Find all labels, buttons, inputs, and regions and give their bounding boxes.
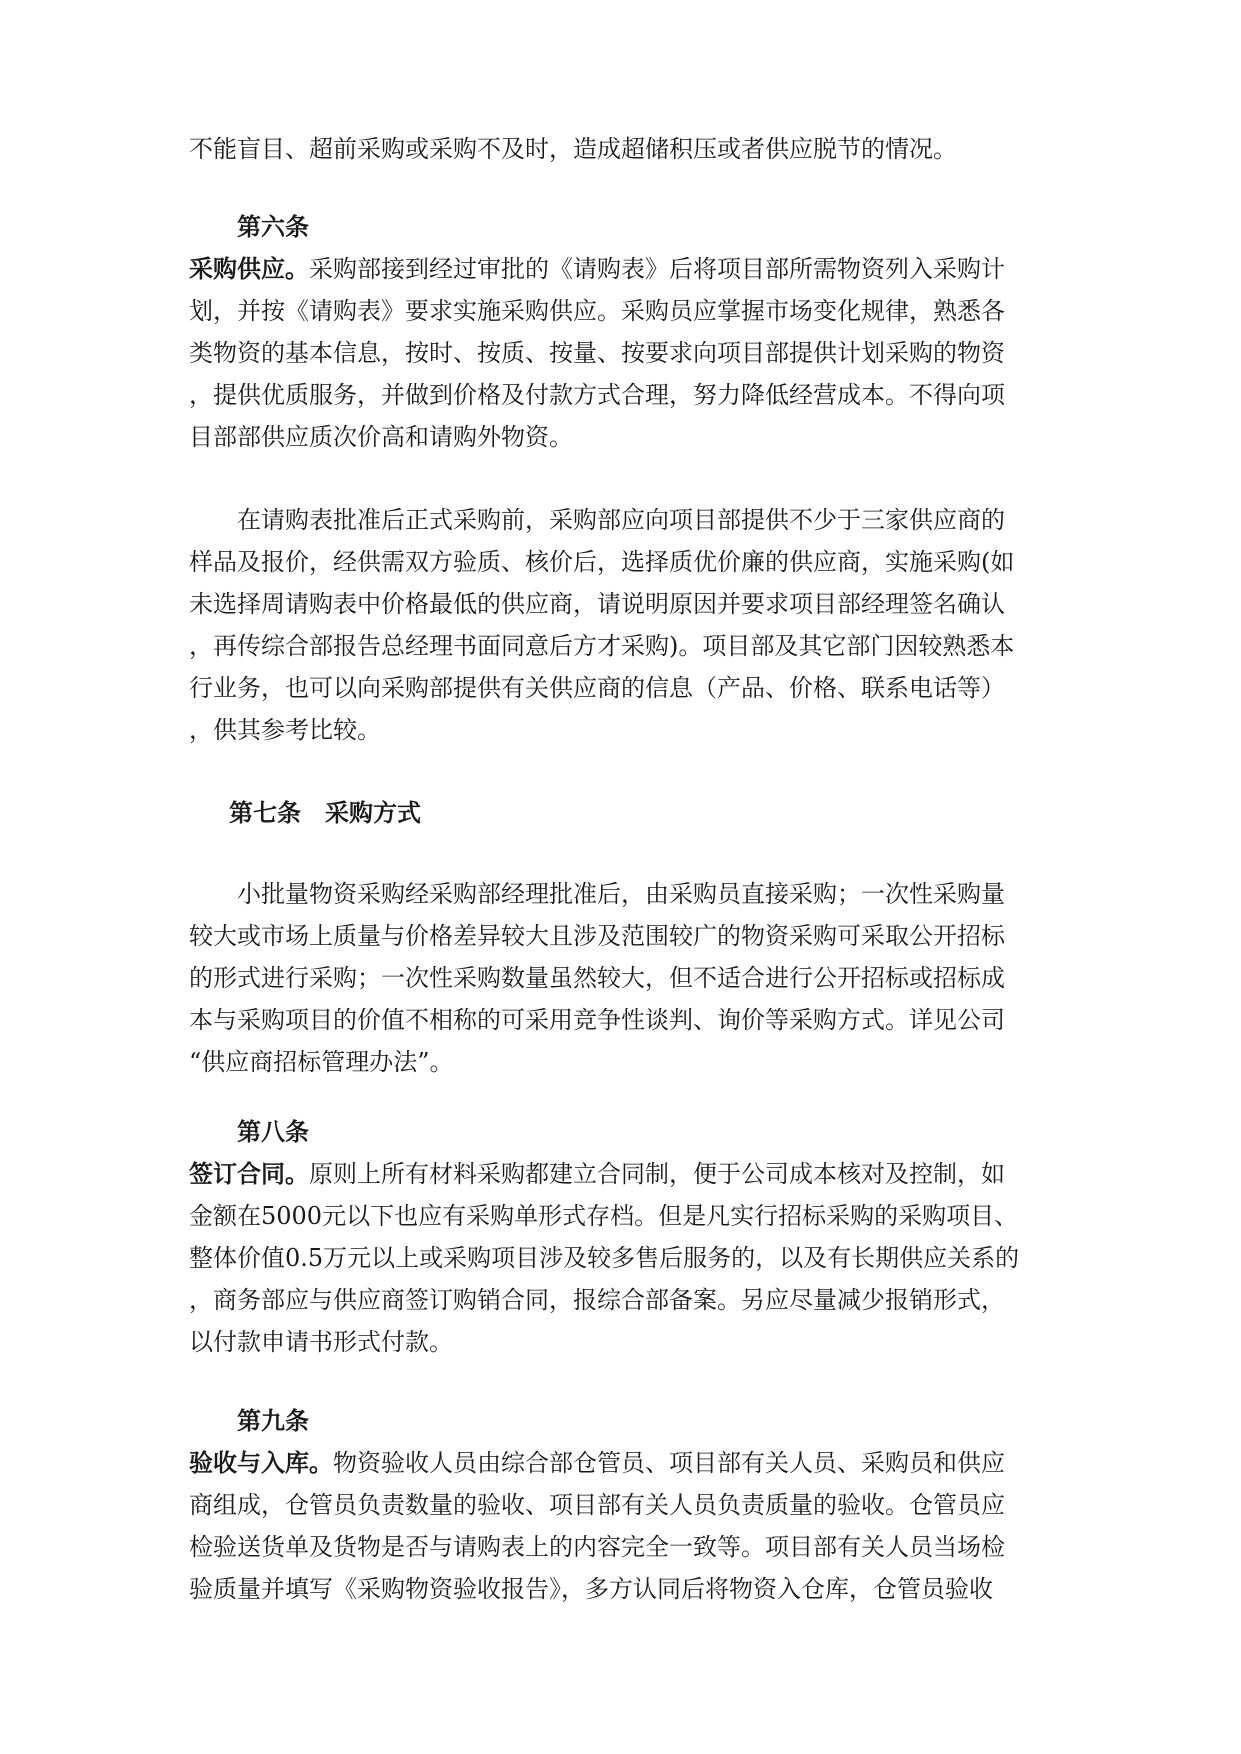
text-line: ，供其参考比较。 [189, 716, 381, 744]
article-9-heading: 第九条 [237, 1406, 309, 1435]
text-span: 采购部接到经过审批的《请购表》后将项目部所需物资列入采购计 [309, 255, 1005, 283]
text-line: 不能盲目、超前采购或采购不及时，造成超储积压或者供应脱节的情况。 [189, 135, 957, 163]
text-line: 的形式进行采购；一次性采购数量虽然较大，但不适合进行公开招标或招标成 [189, 964, 1005, 992]
text-span: 物资验收人员由综合部仓管员、项目部有关人员、采购员和供应 [333, 1449, 1005, 1477]
text-line: 本与采购项目的价值不相称的可采用竞争性谈判、询价等采购方式。详见公司 [189, 1006, 1005, 1034]
text-line: 金额在5000元以下也应有采购单形式存档。但是凡实行招标采购的采购项目、 [189, 1202, 1019, 1230]
text-line: 验质量并填写《采购物资验收报告》，多方认同后将物资入仓库，仓管员验收 [189, 1575, 993, 1603]
text-line: 目部部供应质次价高和请购外物资。 [189, 423, 573, 451]
article-6-paragraph-2 [189, 499, 1057, 751]
text-line: 未选择周请购表中价格最低的供应商，请说明原因并要求项目部经理签名确认 [189, 590, 1005, 618]
article-7-heading [189, 792, 1057, 834]
article-9-lead: 验收与入库。 [189, 1448, 333, 1477]
article-9 [189, 1400, 1057, 1610]
article-6-heading: 第六条 [237, 212, 309, 241]
text-line: 类物资的基本信息，按时、按质、按量、按要求向项目部提供计划采购的物资 [189, 339, 1005, 367]
article-7-title: 采购方式 [325, 798, 421, 827]
text-line: 划，并按《请购表》要求实施采购供应。采购员应掌握市场变化规律，熟悉各 [189, 297, 1005, 325]
article-7 [189, 792, 1057, 834]
article-7-body [189, 873, 1057, 1083]
text-span: 原则上所有材料采购都建立合同制，便于公司成本核对及控制，如 [309, 1160, 1005, 1188]
text-line: “供应商招标管理办法”。 [189, 1048, 454, 1076]
article-8 [189, 1111, 1057, 1363]
text-line: 在请购表批准后正式采购前，采购部应向项目部提供不少于三家供应商的 [237, 506, 1005, 534]
intro-paragraph [189, 128, 1057, 170]
text-line: 行业务，也可以向采购部提供有关供应商的信息（产品、价格、联系电话等） [189, 674, 1005, 702]
text-line [189, 458, 1057, 500]
text-line: 较大或市场上质量与价格差异较大且涉及范围较广的物资采购可采取公开招标 [189, 922, 1005, 950]
text-line: 整体价值0.5万元以上或采购项目涉及较多售后服务的，以及有长期供应关系的 [189, 1244, 1020, 1272]
article-7-number: 第七条 [229, 798, 301, 827]
article-8-heading: 第八条 [237, 1117, 309, 1146]
text-line [189, 1153, 1057, 1195]
text-line: ，提供优质服务，并做到价格及付款方式合理，努力降低经营成本。不得向项 [189, 381, 1005, 409]
text-line [189, 1442, 1057, 1484]
text-line: 检验送货单及货物是否与请购表上的内容完全一致等。项目部有关人员当场检 [189, 1533, 1005, 1561]
text-line: ，再传综合部报告总经理书面同意后方才采购)。项目部及其它部门因较熟悉本 [189, 632, 1015, 660]
article-6 [189, 206, 1057, 500]
text-line: 小批量物资采购经采购部经理批准后，由采购员直接采购；一次性采购量 [237, 880, 1005, 908]
text-line: 样品及报价，经供需双方验质、核价后，选择质优价廉的供应商，实施采购(如 [189, 548, 1015, 576]
article-8-lead: 签订合同。 [189, 1159, 309, 1188]
text-line: 以付款申请书形式付款。 [189, 1328, 453, 1356]
text-line: 商组成，仓管员负责数量的验收、项目部有关人员负责质量的验收。仓管员应 [189, 1491, 1005, 1519]
article-6-lead: 采购供应。 [189, 254, 309, 283]
text-line: ，商务部应与供应商签订购销合同，报综合部备案。另应尽量减少报销形式， [189, 1286, 1005, 1314]
text-line [189, 248, 1057, 290]
